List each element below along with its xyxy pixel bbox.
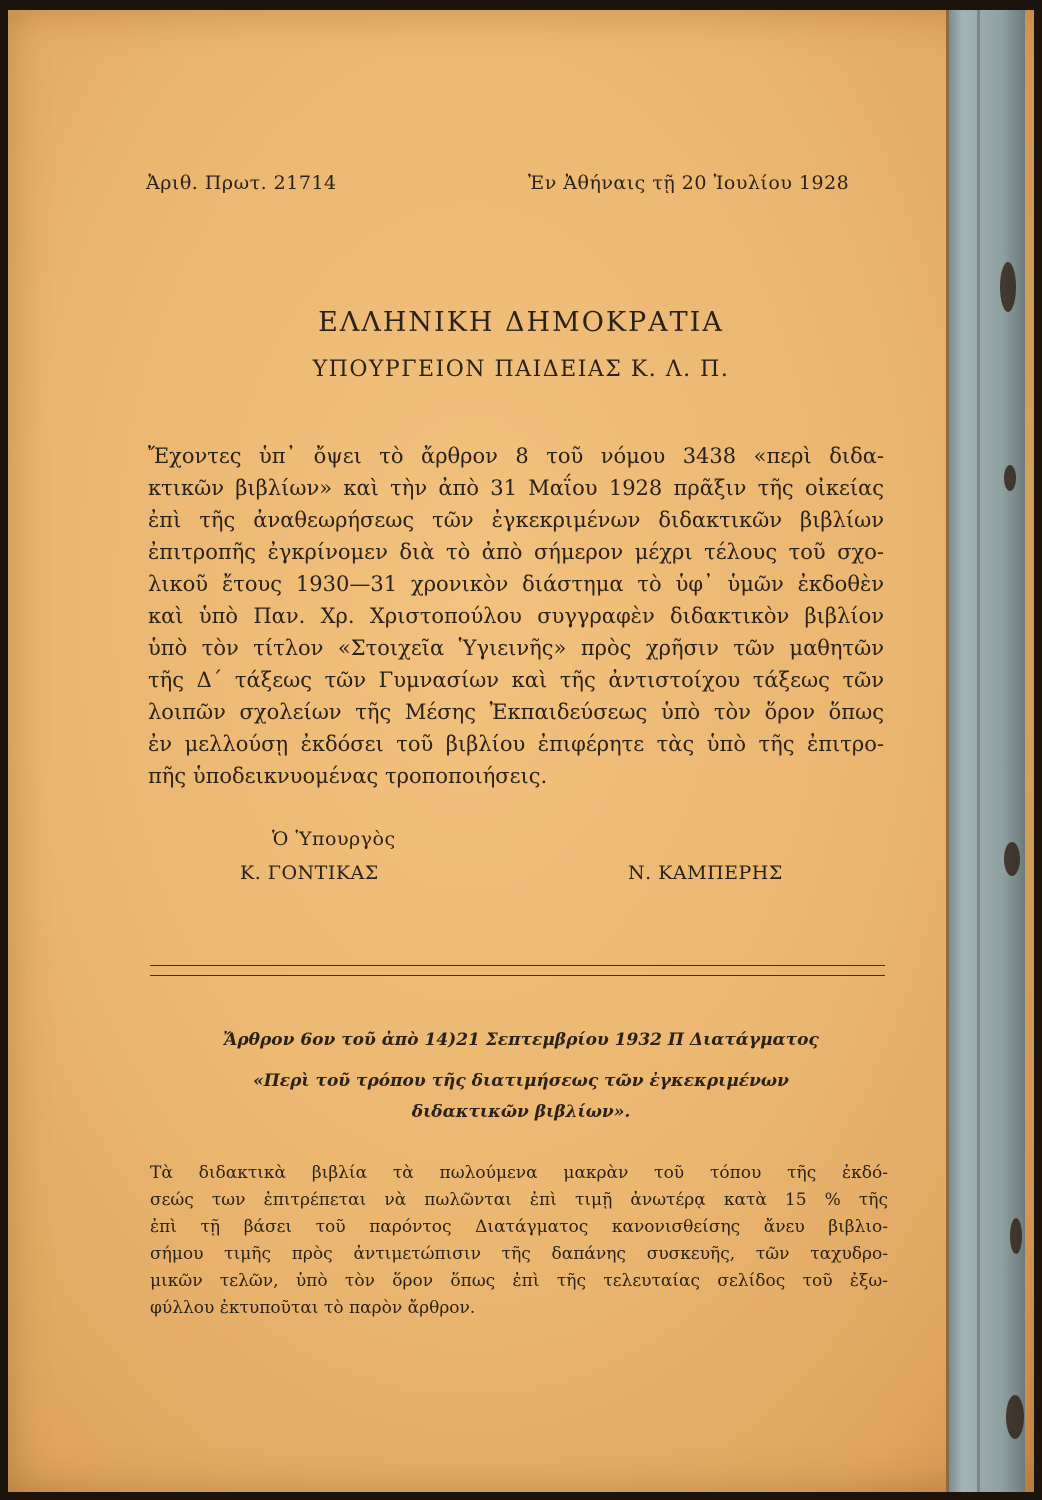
minister-name: Κ. ΓΟΝΤΙΚΑΣ xyxy=(240,862,379,884)
burn-stain xyxy=(1010,1218,1022,1254)
text-line: τῆς Δ΄ τάξεως τῶν Γυμνασίων καὶ τῆς ἀντιστοίχου τάξεως τῶν xyxy=(148,668,884,692)
text-line: μικῶν τελῶν, ὑπὸ τὸν ὅρον ὅπως ἐπὶ τῆς τελευταίας σελίδος τοῦ ἐξω- xyxy=(150,1271,888,1291)
text-line: καὶ ὑπὸ Παν. Χρ. Χριστοπούλου συγγραφὲν διδακτικὸν βιβλίον xyxy=(148,604,884,628)
text-line: λοιπῶν σχολείων τῆς Μέσης Ἐκπαιδεύσεως ὑπὸ τὸν ὅρον ὅπως xyxy=(148,700,884,724)
reference-number: Ἀριθ. Πρωτ. 21714 xyxy=(146,172,337,194)
text-line: λικοῦ ἔτους 1930—31 χρονικὸν διάστημα τὸ ὑφ᾿ ὑμῶν ἐκδοθὲν xyxy=(148,572,884,596)
text-line: Ἔχοντες ὑπ᾿ ὄψει τὸ ἄρθρον 8 τοῦ νόμου 3438 «περὶ διδα- xyxy=(148,444,884,468)
article-heading-line: διδακτικῶν βιβλίων». xyxy=(411,1102,631,1122)
article-heading-line: «Περὶ τοῦ τρόπου τῆς διατιμήσεως τῶν ἐγκεκριμένων xyxy=(253,1071,789,1091)
burn-stain xyxy=(1004,465,1016,491)
page-title: ΕΛΛΗΝΙΚΗ ΔΗΜΟΚΡΑΤΙΑ xyxy=(318,307,724,338)
text-line: κτικῶν βιβλίων» καὶ τὴν ἀπὸ 31 Μαΐου 1928 πρᾶξιν τῆς οἰκείας xyxy=(148,476,884,500)
burn-stain xyxy=(1004,842,1020,876)
article-heading-line: Ἄρθρον 6ον τοῦ ἀπὸ 14)21 Σεπτεμβρίου 1932 Π Διατάγματος xyxy=(223,1030,819,1050)
text-line: ὑπὸ τὸν τίτλον «Στοιχεῖα Ὑγιεινῆς» πρὸς χρῆσιν τῶν μαθητῶν xyxy=(148,636,884,660)
divider xyxy=(150,965,885,966)
burn-stain xyxy=(1006,1395,1024,1439)
text-line: πῆς ὑποδεικνυομένας τροποποιήσεις. xyxy=(148,764,548,788)
text-line: ἐπιτροπῆς ἐγκρίνομεν διὰ τὸ ἀπὸ σήμερον μέχρι τέλους τοῦ σχο- xyxy=(148,540,884,564)
text-line: σήμου τιμῆς πρὸς ἀντιμετώπισιν τῆς δαπάνης συσκευῆς, τῶν ταχυδρο- xyxy=(150,1244,888,1264)
article-text xyxy=(150,1160,888,1322)
text-line: Τὰ διδακτικὰ βιβλία τὰ πωλούμενα μακρὰν τοῦ τόπου τῆς ἐκδό- xyxy=(150,1163,888,1183)
text-line: φύλλου ἐκτυποῦται τὸ παρὸν ἄρθρον. xyxy=(150,1298,476,1318)
text-line: σεώς των ἐπιτρέπεται νὰ πωλῶνται ἐπὶ τιμῇ ἀνωτέρᾳ κατὰ 15 % τῆς xyxy=(150,1190,888,1210)
second-signatory: Ν. ΚΑΜΠΕΡΗΣ xyxy=(628,862,783,884)
place-date: Ἐν Ἀθήναις τῇ 20 Ἰουλίου 1928 xyxy=(528,172,850,194)
decree-text xyxy=(148,440,884,792)
ministry-title: ΥΠΟΥΡΓΕΙΟΝ ΠΑΙΔΕΙΑΣ Κ. Λ. Π. xyxy=(312,357,730,382)
text-line: ἐπὶ τῆς ἀναθεωρήσεως τῶν ἐγκεκριμένων διδακτικῶν βιβλίων xyxy=(148,508,884,532)
text-line: ἐν μελλούσῃ ἐκδόσει τοῦ βιβλίου ἐπιφέρητε τὰς ὑπὸ τῆς ἐπιτρο- xyxy=(148,732,884,756)
divider xyxy=(150,975,885,976)
minister-title: Ὁ Ὑπουργὸς xyxy=(272,828,396,850)
burn-stain xyxy=(1000,262,1016,312)
text-line: ἐπὶ τῇ βάσει τοῦ παρόντος Διατάγματος κανονισθείσης ἄνευ βιβλιο- xyxy=(150,1217,888,1237)
book-spine xyxy=(946,10,1025,1492)
